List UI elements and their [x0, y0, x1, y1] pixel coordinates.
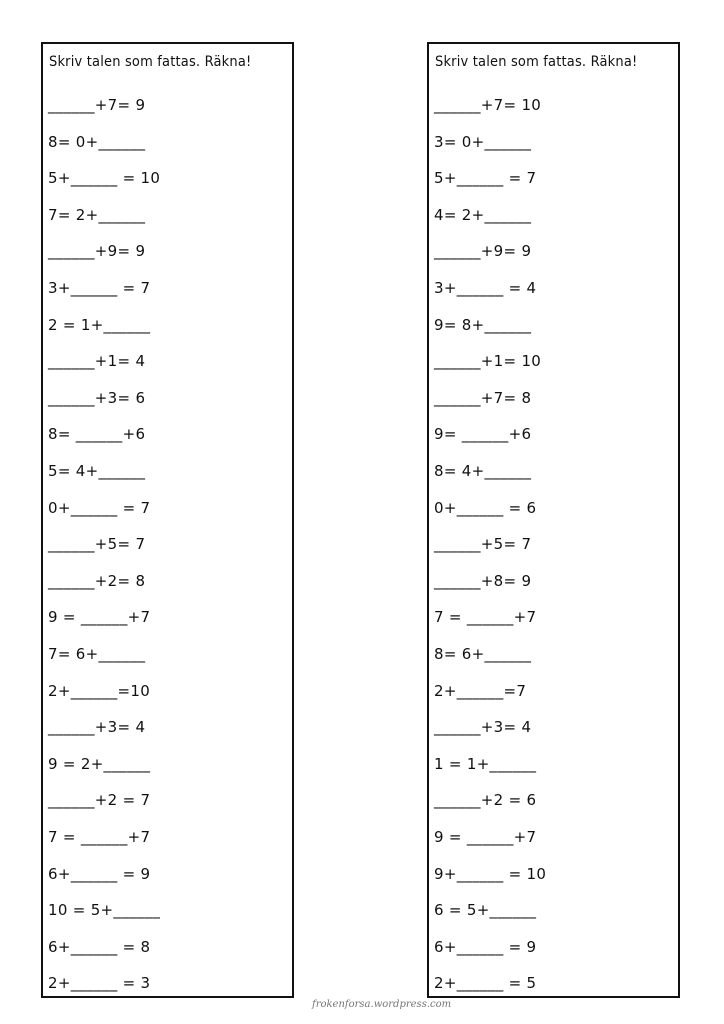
task-equation: 3+______ = 4 [434, 279, 537, 297]
task-equation: ______+2 = 7 [48, 791, 151, 810]
task-equation: 6+______ = 9 [48, 864, 151, 883]
task-row [429, 970, 678, 996]
task-row [43, 641, 292, 667]
task-row [43, 861, 292, 887]
task-row [429, 531, 678, 557]
task-equation: 5= 4+______ [48, 462, 146, 480]
task-equation: 2+______ = 5 [434, 974, 537, 993]
task-row [429, 348, 678, 374]
task-row [43, 312, 292, 338]
task-equation: ______+3= 4 [434, 718, 532, 737]
task-row [429, 495, 678, 521]
task-equation: ______+1= 4 [48, 352, 146, 371]
task-equation: ______+2 = 6 [434, 791, 537, 810]
task-row [43, 531, 292, 557]
task-row [43, 92, 292, 118]
left-worksheet-title [49, 54, 267, 70]
task-equation: 9 = 2+______ [48, 754, 151, 773]
task-row [429, 165, 678, 191]
task-equation: 10 = 5+______ [48, 901, 161, 920]
task-equation: ______+7= 9 [48, 96, 146, 114]
task-equation: 9= ______+6 [434, 425, 532, 444]
task-row [43, 348, 292, 374]
task-equation: 7= 2+______ [48, 205, 146, 224]
task-equation: 9 = ______+7 [434, 828, 537, 846]
task-row [429, 92, 678, 118]
task-equation: 5+______ = 10 [48, 169, 161, 188]
task-row [43, 604, 292, 630]
task-row [429, 751, 678, 777]
task-equation: ______+3= 4 [48, 718, 146, 737]
task-equation: ______+7= 8 [434, 388, 532, 407]
task-row [43, 714, 292, 740]
task-equation: 7 = ______+7 [48, 828, 151, 846]
task-row [43, 568, 292, 594]
task-row [43, 897, 292, 923]
left-worksheet-title-text: Skriv talen som fattas. Räkna! [49, 54, 252, 70]
task-equation: ______+5= 7 [434, 535, 532, 554]
task-row [429, 238, 678, 264]
task-row [43, 165, 292, 191]
task-equation: ______+8= 9 [434, 571, 532, 590]
task-row [429, 604, 678, 630]
task-equation: ______+1= 10 [434, 352, 542, 371]
right-worksheet-title-text: Skriv talen som fattas. Räkna! [435, 54, 638, 70]
task-equation: 8= ______+6 [48, 425, 146, 444]
task-row [43, 678, 292, 704]
task-row [43, 495, 292, 521]
task-row [43, 751, 292, 777]
task-equation: 2+______ = 3 [48, 974, 151, 993]
task-equation: ______+7= 10 [434, 96, 542, 114]
task-equation: ______+2= 8 [48, 571, 146, 590]
task-equation: 9 = ______+7 [48, 608, 151, 627]
task-equation: 6+______ = 8 [48, 937, 151, 956]
task-row [43, 238, 292, 264]
task-equation: 1 = 1+______ [434, 754, 537, 773]
right-worksheet-title [435, 54, 653, 70]
task-row [43, 934, 292, 960]
task-row [429, 129, 678, 155]
task-equation: 6 = 5+______ [434, 901, 537, 920]
right-worksheet [427, 42, 680, 998]
task-row [43, 787, 292, 813]
task-equation: 2+______=10 [48, 681, 151, 700]
task-row [43, 970, 292, 996]
task-row [43, 385, 292, 411]
task-row [429, 897, 678, 923]
task-equation: 8= 6+______ [434, 645, 532, 663]
task-equation: ______+9= 9 [48, 242, 146, 261]
task-row [43, 129, 292, 155]
task-equation: 3+______ = 7 [48, 279, 151, 297]
task-row [429, 824, 678, 850]
task-row [43, 824, 292, 850]
task-equation: 7= 6+______ [48, 645, 146, 663]
task-row [429, 934, 678, 960]
task-equation: 5+______ = 7 [434, 169, 537, 188]
task-row [429, 714, 678, 740]
task-equation: 7 = ______+7 [434, 608, 537, 627]
task-equation: 9= 8+______ [434, 315, 532, 334]
task-row [43, 458, 292, 484]
task-equation: 6+______ = 9 [434, 937, 537, 956]
task-equation: ______+3= 6 [48, 388, 146, 407]
task-row [429, 678, 678, 704]
task-row [43, 275, 292, 301]
task-row [429, 641, 678, 667]
task-row [429, 458, 678, 484]
task-row [43, 202, 292, 228]
task-equation: ______+5= 7 [48, 535, 146, 554]
task-equation: 3= 0+______ [434, 132, 532, 151]
footer-credit: frokenforsa.wordpress.com [312, 999, 452, 1010]
task-row [429, 312, 678, 338]
task-equation: 2 = 1+______ [48, 315, 151, 334]
task-row [43, 421, 292, 447]
task-equation: 0+______ = 7 [48, 498, 151, 517]
task-equation: 0+______ = 6 [434, 498, 537, 517]
task-equation: ______+9= 9 [434, 242, 532, 261]
task-row [429, 202, 678, 228]
task-equation: 8= 4+______ [434, 462, 532, 480]
left-worksheet [41, 42, 294, 998]
task-equation: 2+______=7 [434, 681, 527, 700]
task-row [429, 568, 678, 594]
task-row [429, 421, 678, 447]
task-equation: 8= 0+______ [48, 132, 146, 151]
task-row [429, 275, 678, 301]
task-equation: 4= 2+______ [434, 205, 532, 224]
task-equation: 9+______ = 10 [434, 864, 547, 883]
task-row [429, 787, 678, 813]
task-row [429, 385, 678, 411]
task-row [429, 861, 678, 887]
